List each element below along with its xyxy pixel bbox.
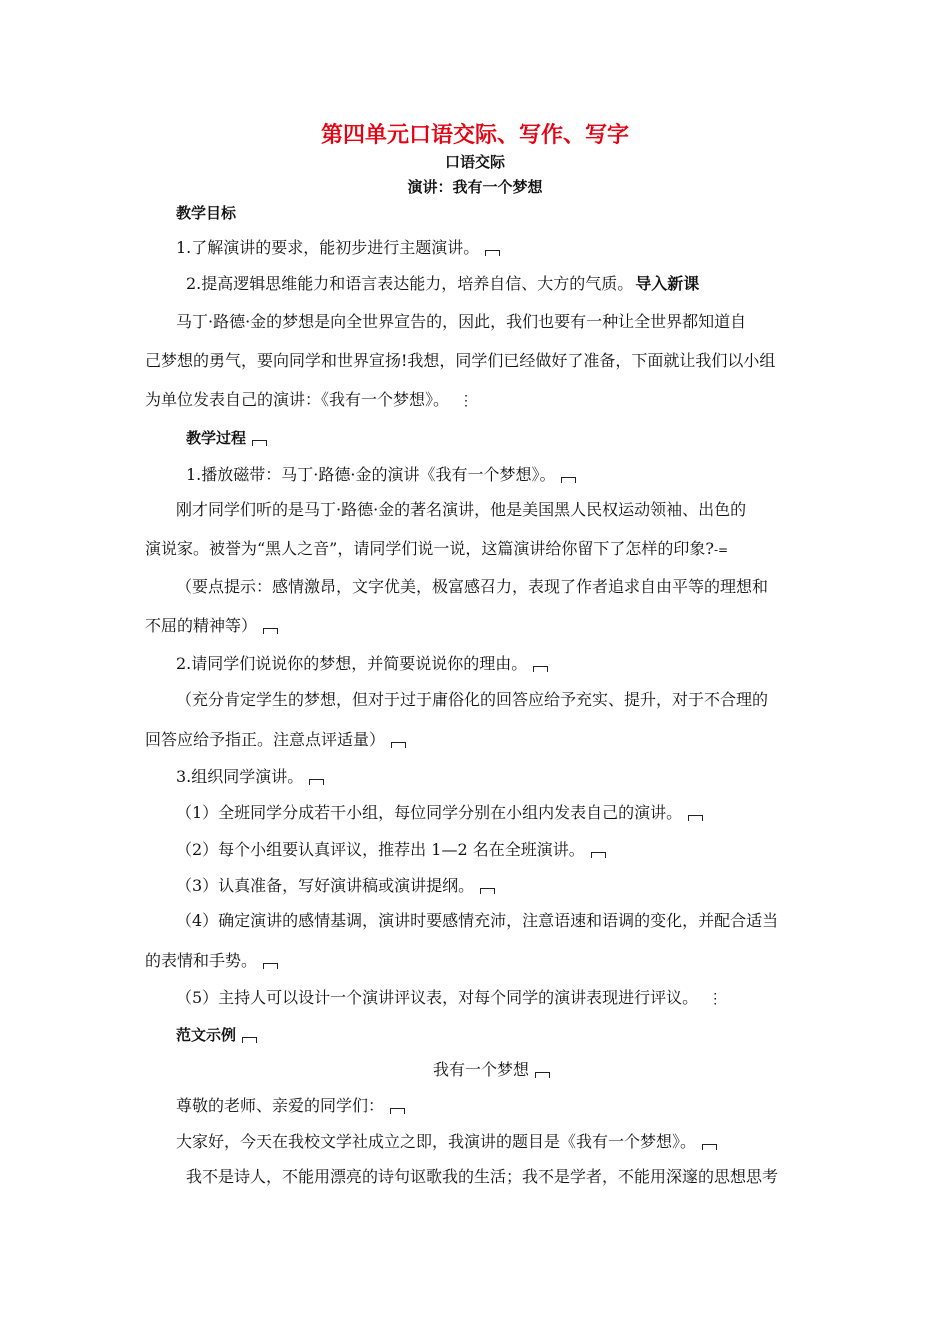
intro-line-2: 己梦想的勇气，要向同学和世界宣扬!我想，同学们已经做好了准备，下面就让我们以小组 — [145, 351, 776, 370]
bracket-mark-icon — [702, 1144, 717, 1150]
step-3-item-3-text: （3）认真准备，写好演讲稿或演讲提纲。 — [176, 876, 475, 895]
sample-greeting — [176, 1096, 405, 1116]
lesson-subtitle: 演讲：我有一个梦想 — [407, 178, 543, 196]
step-2-note-line-2 — [145, 730, 406, 750]
sample-para-2: 我不是诗人，不能用漂亮的诗句讴歌我的生活；我不是学者，不能用深邃的思想思考 — [186, 1167, 779, 1186]
heading-sample — [176, 1025, 257, 1045]
bracket-mark-icon — [591, 852, 606, 858]
step-3-item-5-text: （5）主持人可以设计一个演讲评议表，对每个同学的演讲表现进行评议。 — [176, 988, 699, 1007]
goal-1-text: 1.了解演讲的要求，能初步进行主题演讲。 — [176, 238, 480, 257]
bracket-mark-icon — [309, 779, 324, 785]
process-step-3 — [176, 767, 324, 787]
process-step-2 — [176, 654, 548, 674]
sample-para-1 — [176, 1132, 717, 1152]
bracket-mark-icon — [390, 1108, 405, 1114]
step-3-item-5 — [176, 988, 722, 1009]
heading-intro: 导入新课 — [635, 274, 700, 293]
step-3-item-1 — [176, 803, 703, 823]
goal-2-text: 2.提高逻辑思维能力和语言表达能力，培养自信、大方的气质。 — [186, 274, 634, 293]
sample-para-1-text: 大家好，今天在我校文学社成立之即，我演讲的题目是《我有一个梦想》。 — [176, 1132, 697, 1151]
step-3-item-4-line-1: （4）确定演讲的感情基调，演讲时要感情充沛，注意语速和语调的变化，并配合适当 — [176, 911, 779, 930]
bracket-mark-icon — [391, 742, 406, 748]
hint-line-1: （要点提示：感情激昂，文字优美，极富感召力，表现了作者追求自由平等的理想和 — [176, 577, 769, 596]
step-3-item-2 — [176, 840, 606, 860]
process-step-3-text: 3.组织同学演讲。 — [176, 767, 304, 786]
bracket-mark-icon — [535, 1072, 550, 1078]
sample-title — [433, 1060, 550, 1080]
hint-line-2-text: 不屈的精神等） — [145, 616, 258, 635]
bracket-mark-icon — [533, 666, 548, 672]
intro-line-3-text: 为单位发表自己的演讲：《我有一个梦想》。 — [145, 390, 450, 409]
step-2-note-line-2-text: 回答应给予指正。注意点评适量） — [145, 730, 386, 749]
vertical-dots-icon: ⋮ — [459, 393, 474, 409]
bracket-mark-icon — [263, 628, 278, 634]
bracket-mark-icon — [480, 888, 495, 894]
bracket-mark-icon — [252, 440, 267, 446]
step-3-item-1-text: （1）全班同学分成若干小组，每位同学分别在小组内发表自己的演讲。 — [176, 803, 683, 822]
bracket-mark-icon — [561, 477, 576, 483]
step-1-para-line-2-mark: -= — [713, 543, 729, 557]
step-2-note-line-1: （充分肯定学生的梦想，但对于过于庸俗化的回答应给予充实、提升，对于不合理的 — [176, 690, 769, 709]
sample-greeting-text: 尊敬的老师、亲爱的同学们： — [176, 1096, 385, 1115]
step-1-para-line-2 — [145, 539, 728, 560]
intro-line-3 — [145, 390, 473, 411]
step-3-item-4-line-2-text: 的表情和手势。 — [145, 951, 258, 970]
heading-process — [186, 428, 267, 448]
heading-sample-text: 范文示例 — [176, 1026, 237, 1044]
step-1-para-line-1: 刚才同学们听的是马丁·路德·金的著名演讲，他是美国黑人民权运动领袖、出色的 — [176, 500, 747, 519]
goal-2 — [186, 274, 699, 294]
bracket-mark-icon — [485, 250, 500, 256]
heading-goals: 教学目标 — [176, 204, 237, 222]
process-step-1-text: 1.播放磁带：马丁·路德·金的演讲《我有一个梦想》。 — [186, 465, 556, 484]
process-step-1 — [186, 465, 576, 485]
vertical-dots-icon: ⋮ — [708, 991, 723, 1007]
process-step-2-text: 2.请同学们说说你的梦想，并简要说说你的理由。 — [176, 654, 528, 673]
hint-line-2 — [145, 616, 278, 636]
step-3-item-2-text: （2）每个小组要认真评议，推荐出 1—2 名在全班演讲。 — [176, 840, 585, 859]
bracket-mark-icon — [242, 1037, 257, 1043]
goal-1 — [176, 238, 500, 258]
heading-process-text: 教学过程 — [186, 429, 247, 447]
sample-title-text: 我有一个梦想 — [433, 1060, 530, 1079]
intro-line-1: 马丁·路德·金的梦想是向全世界宣告的，因此，我们也要有一种让全世界都知道自 — [176, 312, 747, 331]
doc-title: 第四单元口语交际、写作、写字 — [320, 123, 629, 148]
step-3-item-3 — [176, 876, 495, 896]
step-1-para-line-2-text: 演说家。被誉为“黑人之音”，请同学们说一说，这篇演讲给你留下了怎样的印象? — [145, 539, 714, 558]
section-subtitle: 口语交际 — [444, 153, 505, 171]
bracket-mark-icon — [688, 815, 703, 821]
step-3-item-4-line-2 — [145, 951, 278, 971]
bracket-mark-icon — [263, 963, 278, 969]
